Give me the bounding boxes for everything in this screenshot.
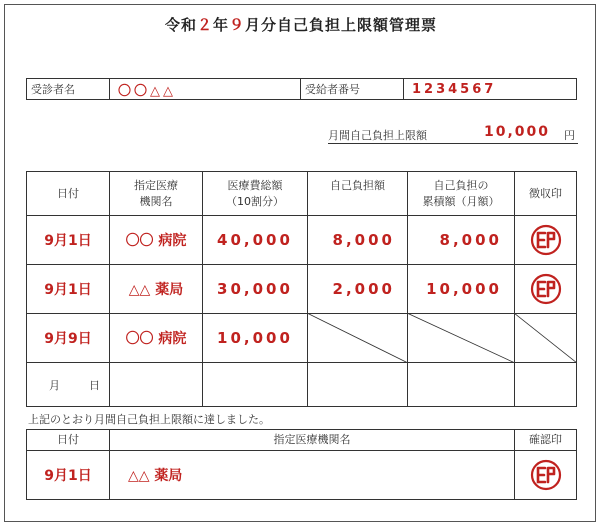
recipient-id-label-cell [300,78,404,100]
row-1-cumulative-text: 8,000 [439,231,502,249]
monthly-limit-amount: 10,000 [484,124,551,140]
header-institution-line1: 指定医療 [134,178,178,192]
header-self-pay-text: 自己負担額 [330,179,385,192]
row-1-self-text: 8,000 [332,231,395,249]
table-row-3-date [26,313,110,363]
patient-name-value: 〇〇△△ [118,83,176,99]
monthly-limit-unit: 円 [564,129,575,142]
confirm-row-institution-text: △△ 薬局 [128,468,183,484]
patient-name-label-cell [26,78,110,100]
void-line [307,313,408,363]
confirm-row-date [26,450,110,500]
table-row-3-institution [109,313,203,363]
limit-reached-note: 上記のとおり月間自己負担上限額に達しました。 [28,413,270,426]
header-total-line2: （10割分） [226,194,284,208]
table-row-4-date [26,362,110,407]
header-total [202,171,308,216]
table-row-2-date [26,264,110,314]
table-row-1-cumulative [407,215,515,265]
seal-stamp-icon [530,273,562,305]
table-row-2-cumulative [407,264,515,314]
void-line [514,313,577,363]
confirm-row-date-text: 9月1日 [44,468,92,484]
table-row-2-total [202,264,308,314]
recipient-id-label: 受給者番号 [305,83,360,96]
table-row-1-institution [109,215,203,265]
blank-month-label: 月 [49,379,60,392]
header-cumulative [407,171,515,216]
row-1-date-text: 9月1日 [44,233,92,249]
table-row-4-self [307,362,408,407]
table-row-4-seal [514,362,577,407]
table-row-4-institution [109,362,203,407]
row-2-cumulative-text: 10,000 [426,280,502,298]
table-row-2-self [307,264,408,314]
header-institution [109,171,203,216]
header-institution-line2: 機関名 [139,194,173,208]
monthly-limit-line [328,122,578,144]
patient-name-label: 受診者名 [31,83,75,96]
seal-stamp-icon [530,224,562,256]
row-2-date-text: 9月1日 [44,282,92,298]
title-rest: 月分自己負担上限額管理票 [245,16,438,34]
table-row-2-seal [514,264,577,314]
table-row-4-total [202,362,308,407]
header-seal [514,171,577,216]
patient-name-cell [109,78,301,100]
table-row-2-institution [109,264,203,314]
row-2-institution-text: △△ 薬局 [128,282,184,298]
header-seal-text: 徴収印 [529,186,562,200]
confirm-header-seal [514,429,577,451]
title-era: 令和 [164,16,197,34]
table-row-1-total [202,215,308,265]
table-row-1-seal [514,215,577,265]
row-3-institution-text: 〇〇 病院 [125,331,187,347]
void-line [407,313,515,363]
title-year-number: ２ [196,16,213,34]
table-row-3-cumulative-void [407,313,515,363]
page-title [0,14,602,35]
confirm-row-institution [109,450,515,500]
header-self-pay [307,171,408,216]
table-row-3-self-void [307,313,408,363]
confirm-row-seal [514,450,577,500]
row-2-self-text: 2,000 [332,280,395,298]
header-date [26,171,110,216]
table-row-4-cumulative [407,362,515,407]
header-cumulative-line2: 累積額（月額） [422,194,500,208]
header-total-line1: 医療費総額 [227,178,283,192]
table-row-1-self [307,215,408,265]
table-row-1-date [26,215,110,265]
header-date-text: 日付 [57,186,79,200]
row-2-total-text: 30,000 [217,280,293,298]
confirm-header-date-text: 日付 [57,433,79,446]
row-1-total-text: 40,000 [217,231,293,249]
header-cumulative-line1: 自己負担の [433,178,489,192]
confirm-header-date [26,429,110,451]
confirm-header-seal-text: 確認印 [529,433,562,446]
confirm-header-institution-text: 指定医療機関名 [273,433,351,446]
table-row-3-seal-void [514,313,577,363]
blank-day-label: 日 [89,379,100,392]
row-1-institution-text: 〇〇 病院 [125,233,187,249]
recipient-id-cell [403,78,577,100]
title-year-label: 年 [212,16,229,34]
row-3-total-text: 10,000 [217,329,293,347]
seal-stamp-icon [530,459,562,491]
recipient-id-value: 1234567 [412,81,497,97]
title-month-number: ９ [229,16,246,34]
table-row-3-total [202,313,308,363]
monthly-limit-label: 月間自己負担上限額 [328,129,427,142]
row-3-date-text: 9月9日 [44,331,92,347]
confirm-header-institution [109,429,515,451]
